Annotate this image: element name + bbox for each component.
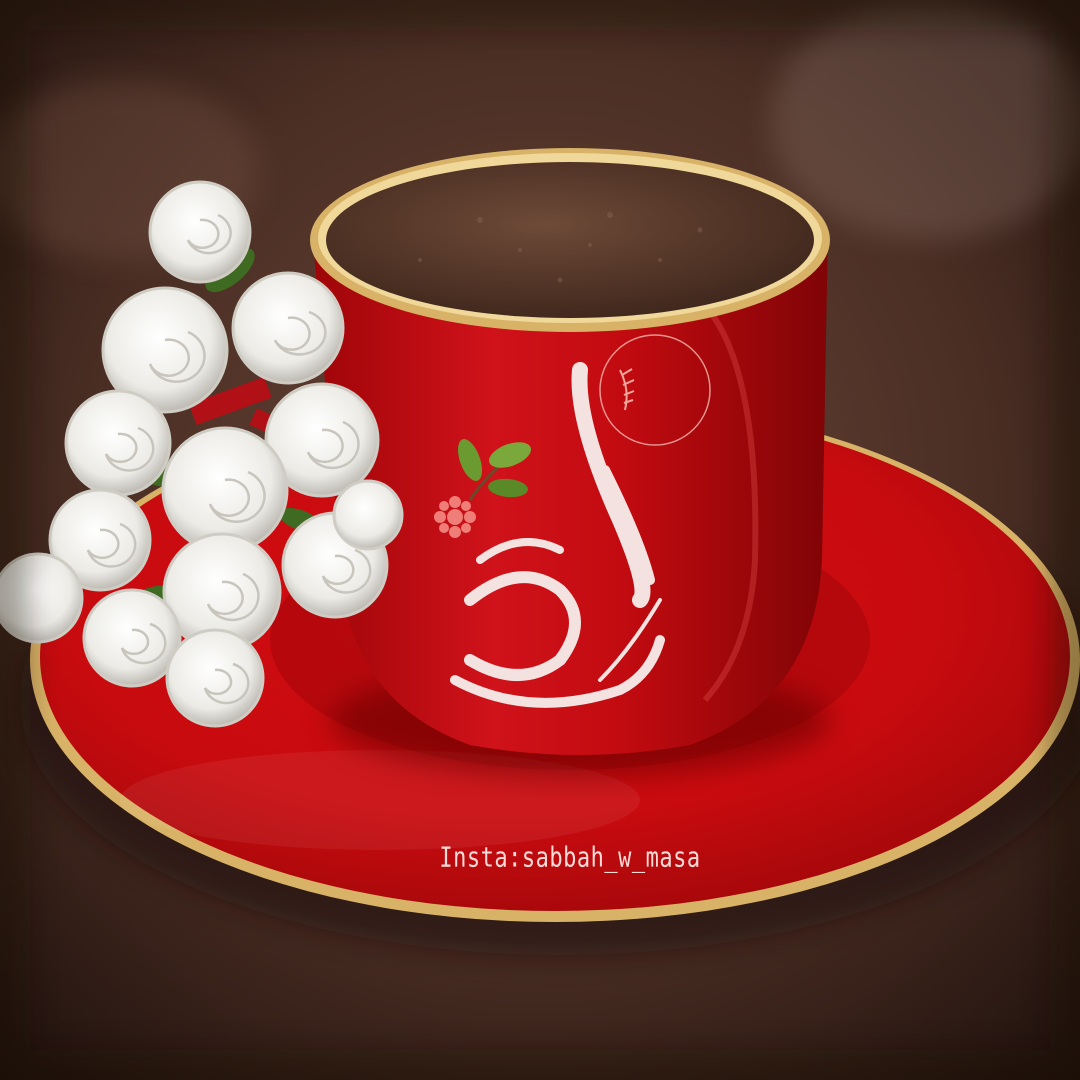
rose bbox=[66, 391, 170, 495]
rose bbox=[233, 273, 343, 383]
rose bbox=[150, 182, 250, 282]
coffee-surface bbox=[326, 162, 814, 318]
watermark-text: Insta:sabbah_w_masa bbox=[439, 842, 701, 875]
rose bbox=[334, 481, 402, 549]
background-highlight bbox=[770, 0, 1080, 240]
